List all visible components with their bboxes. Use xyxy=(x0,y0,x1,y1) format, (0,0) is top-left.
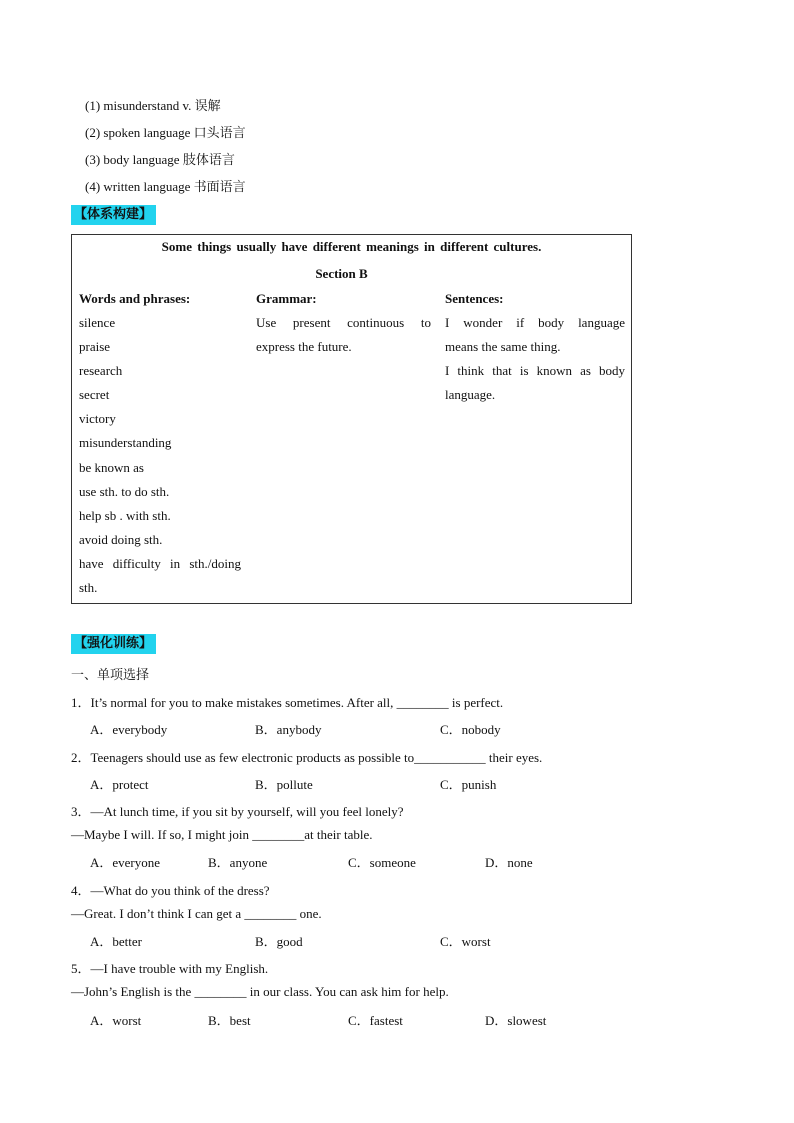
option-b: B．pollute xyxy=(255,777,313,792)
question-stem: 4．—What do you think of the dress? xyxy=(71,883,270,898)
word-item: misunderstanding xyxy=(79,435,172,450)
option-b: B．good xyxy=(255,934,303,949)
word-item: research xyxy=(79,363,123,378)
option-a: A．worst xyxy=(90,1013,142,1028)
question-stem: 3．—At lunch time, if you sit by yourself, will you feel lonely? xyxy=(71,804,404,819)
option-d: D．slowest xyxy=(485,1013,547,1028)
word-item: praise xyxy=(79,339,111,354)
option-a: A．protect xyxy=(90,777,149,792)
part-title: 一、单项选择 xyxy=(71,668,150,683)
option-d: D．none xyxy=(485,855,533,870)
word-item: have difficulty in sth./doing xyxy=(79,556,241,571)
option-c: C．fastest xyxy=(348,1013,403,1028)
vocab-item: (2) spoken language 口头语言 xyxy=(85,125,246,140)
question-stem: 5．—I have trouble with my English. xyxy=(71,961,269,976)
col-grammar-heading: Grammar: xyxy=(256,291,317,306)
vocab-item: (3) body language 肢体语言 xyxy=(85,152,235,167)
sentence-line: means the same thing. xyxy=(445,339,561,354)
col-words-heading: Words and phrases: xyxy=(79,291,191,306)
vocab-item: (4) written language 书面语言 xyxy=(85,179,246,194)
word-item: sth. xyxy=(79,580,98,595)
grammar-line: express the future. xyxy=(256,339,352,354)
grammar-line: Use present continuous to xyxy=(256,315,431,330)
summary-box xyxy=(71,234,632,604)
option-a: A．better xyxy=(90,934,142,949)
option-c: C．someone xyxy=(348,855,416,870)
option-b: B．anybody xyxy=(255,722,322,737)
col-sentences-heading: Sentences: xyxy=(445,291,504,306)
question-stem-line: —John’s English is the ________ in our class. You can ask him for help. xyxy=(71,984,449,999)
sentence-line: I wonder if body language xyxy=(445,315,625,330)
option-b: B．anyone xyxy=(208,855,268,870)
section-tag-practice: 【强化训练】 xyxy=(71,634,156,654)
option-c: C．worst xyxy=(440,934,491,949)
option-c: C．nobody xyxy=(440,722,501,737)
vocab-item: (1) misunderstand v. 误解 xyxy=(85,98,221,113)
option-b: B．best xyxy=(208,1013,251,1028)
word-item: silence xyxy=(79,315,116,330)
word-item: avoid doing sth. xyxy=(79,532,163,547)
word-item: use sth. to do sth. xyxy=(79,484,170,499)
option-a: A．everyone xyxy=(90,855,161,870)
question-stem-line: —Great. I don’t think I can get a ________ one. xyxy=(71,906,322,921)
option-a: A．everybody xyxy=(90,722,168,737)
sentence-line: I think that is known as body xyxy=(445,363,625,378)
option-c: C．punish xyxy=(440,777,497,792)
word-item: help sb . with sth. xyxy=(79,508,171,523)
question-stem-line: —Maybe I will. If so, I might join ________at their table. xyxy=(71,827,373,842)
question-stem: 1．It’s normal for you to make mistakes sometimes. After all, ________ is perfect. xyxy=(71,695,504,710)
box-title: Some things usually have different meanings in different cultures. xyxy=(161,239,542,254)
word-item: secret xyxy=(79,387,110,402)
question-stem: 2．Teenagers should use as few electronic products as possible to___________ their eyes. xyxy=(71,750,543,765)
word-item: victory xyxy=(79,411,116,426)
sentence-line: language. xyxy=(445,387,496,402)
word-item: be known as xyxy=(79,460,144,475)
box-subtitle: Section B xyxy=(315,266,368,281)
section-tag-structure: 【体系构建】 xyxy=(71,205,156,225)
